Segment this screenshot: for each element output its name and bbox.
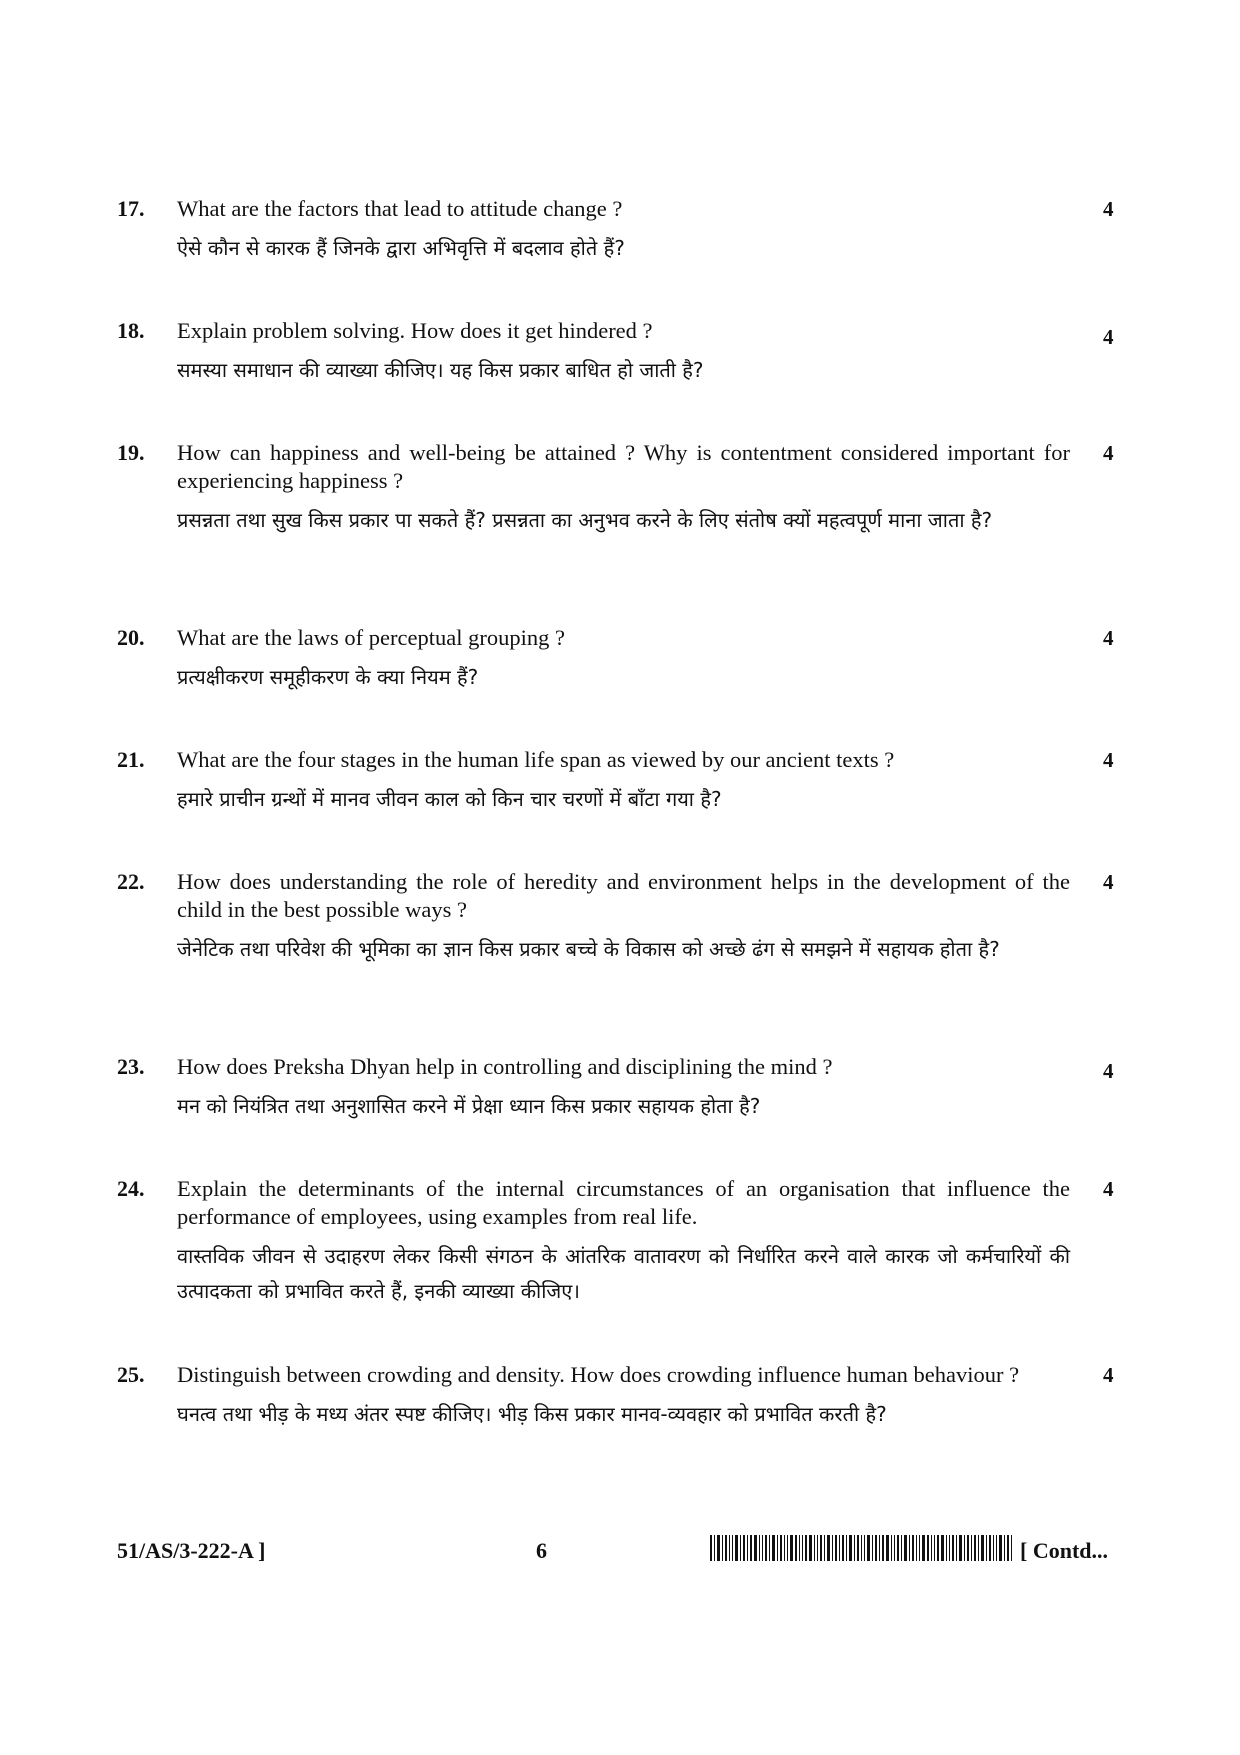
question-body — [177, 1053, 1070, 1124]
question-number: 23. — [117, 1054, 145, 1079]
question-marks: 4 — [1103, 1363, 1114, 1387]
question-number: 24. — [117, 1176, 145, 1201]
question-marks: 4 — [1103, 441, 1114, 465]
question-marks: 4 — [1103, 870, 1114, 894]
paper-code: 51/AS/3-222-A ] — [117, 1538, 266, 1563]
question-marks: 4 — [1103, 626, 1114, 650]
question-number: 19. — [117, 440, 145, 465]
question-text-hindi: प्रत्यक्षीकरण समूहीकरण के क्या नियम हैं? — [177, 665, 479, 689]
question-marks: 4 — [1103, 325, 1114, 349]
question-text-hindi: जेनेटिक तथा परिवेश की भूमिका का ज्ञान किस प्रकार बच्चे के विकास को अच्छे ढंग से समझने में सहायक होता है? — [177, 937, 1000, 961]
question-text-hindi: ऐसे कौन से कारक हैं जिनके द्वारा अभिवृत्ति में बदलाव होते हैं? — [177, 236, 625, 260]
question-text-english: How does Preksha Dhyan help in controlling and disciplining the mind ? — [177, 1054, 833, 1079]
question-body — [177, 1175, 1070, 1309]
question-marks: 4 — [1103, 1177, 1114, 1201]
question-body — [177, 317, 1070, 388]
question-number: 18. — [117, 318, 145, 343]
question-number: 22. — [117, 869, 145, 894]
question-text-english: How does understanding the role of heredity and environment helps in the development of the child in the best possible ways ? — [177, 869, 1070, 922]
question-text-hindi: प्रसन्नता तथा सुख किस प्रकार पा सकते हैं? प्रसन्नता का अनुभव करने के लिए संतोष क्यों महत्वपूर्ण माना जाता है? — [177, 508, 993, 532]
question-body — [177, 195, 1070, 266]
question-marks: 4 — [1103, 197, 1114, 221]
page-number: 6 — [536, 1538, 547, 1563]
question-text-english: What are the factors that lead to attitude change ? — [177, 196, 623, 221]
question-text-hindi: वास्तविक जीवन से उदाहरण लेकर किसी संगठन के आंतरिक वातावरण को निर्धारित करने वाले कारक जो कर्मचारियों की उत्पादकता को प्रभावित करते हैं, इनकी व्याख्या कीजिए। — [177, 1244, 1070, 1303]
question-body — [177, 439, 1070, 538]
question-text-english: What are the four stages in the human life span as viewed by our ancient texts ? — [177, 747, 895, 772]
question-number: 21. — [117, 747, 145, 772]
question-marks: 4 — [1103, 748, 1114, 772]
question-text-hindi: मन को नियंत्रित तथा अनुशासित करने में प्रेक्षा ध्यान किस प्रकार सहायक होता है? — [177, 1094, 761, 1118]
question-text-english: Explain problem solving. How does it get hindered ? — [177, 318, 653, 343]
question-text-english: Explain the determinants of the internal circumstances of an organisation that influence the performance of employees, using examples from real life. — [177, 1176, 1070, 1229]
question-number: 17. — [117, 196, 145, 221]
question-text-english: What are the laws of perceptual grouping ? — [177, 625, 565, 650]
question-number: 25. — [117, 1362, 145, 1387]
question-number: 20. — [117, 625, 145, 650]
question-text-hindi: घनत्व तथा भीड़ के मध्य अंतर स्पष्ट कीजिए। भीड़ किस प्रकार मानव-व्यवहार को प्रभावित करती है? — [177, 1402, 887, 1426]
question-body — [177, 624, 1070, 695]
question-body — [177, 746, 1070, 817]
question-body — [177, 868, 1070, 967]
question-marks: 4 — [1103, 1059, 1114, 1083]
continued-marker: [ Contd... — [1020, 1538, 1109, 1563]
question-body — [177, 1361, 1070, 1432]
question-text-hindi: हमारे प्राचीन ग्रन्थों में मानव जीवन काल को किन चार चरणों में बाँटा गया है? — [177, 787, 722, 811]
barcode-icon — [710, 1535, 1012, 1561]
question-text-hindi: समस्या समाधान की व्याख्या कीजिए। यह किस प्रकार बाधित हो जाती है? — [177, 358, 704, 382]
question-text-english: Distinguish between crowding and density. How does crowding influence human behaviour ? — [177, 1362, 1020, 1387]
question-text-english: How can happiness and well-being be attained ? Why is contentment considered important for experiencing happiness ? — [177, 440, 1070, 493]
